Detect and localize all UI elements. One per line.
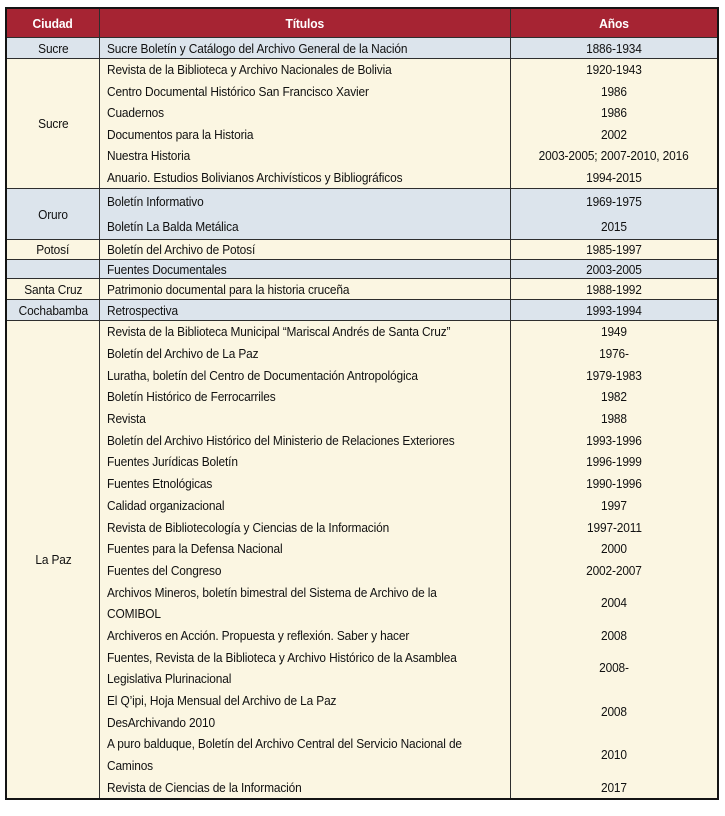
title-line: Boletín Informativo [107, 194, 204, 209]
publication-row [100, 124, 717, 146]
years-value: 1969-1975 [586, 194, 642, 209]
title-line: Archivos Mineros, boletín bimestral del Sistema de Archivo de la [107, 584, 437, 600]
title-line: Revista de la Biblioteca Municipal “Mariscal Andrés de Santa Cruz” [107, 324, 451, 340]
publication-row [100, 260, 717, 278]
years-value: 1986 [601, 83, 627, 99]
publication-row [100, 690, 717, 733]
title-cell [100, 102, 510, 124]
years-cell [510, 102, 717, 124]
publication-row [100, 279, 717, 299]
title-cell [100, 473, 510, 495]
title-line: Calidad organizacional [107, 497, 225, 513]
years-cell [510, 538, 717, 560]
table-body [7, 37, 717, 798]
publication-row [100, 625, 717, 647]
title-cell [100, 343, 510, 365]
title-cell [100, 516, 510, 538]
publication-row [100, 321, 717, 343]
title-line: Centro Documental Histórico San Francisco Xavier [107, 83, 369, 99]
title-cell [100, 386, 510, 408]
years-value: 1994-2015 [586, 169, 642, 185]
title-line: Caminos [107, 758, 153, 774]
title-line: Archiveros en Acción. Propuesta y reflexión. Saber y hacer [107, 627, 410, 643]
title-cell [100, 279, 510, 299]
title-line: Boletín La Balda Metálica [107, 219, 239, 234]
entries-column [100, 38, 717, 58]
publication-row [100, 59, 717, 81]
publication-row [100, 429, 717, 451]
years-value: 1986 [601, 105, 627, 121]
years-value: 2010 [601, 747, 627, 763]
years-cell [510, 124, 717, 146]
title-cell [100, 145, 510, 167]
city-cell [7, 279, 100, 299]
years-value: 1976- [599, 346, 629, 362]
title-line: Sucre Boletín y Catálogo del Archivo General de la Nación [107, 40, 408, 56]
title-cell [100, 364, 510, 386]
title-cell [100, 646, 510, 689]
column-header-ciudad-label: Ciudad [32, 15, 74, 31]
years-cell [510, 81, 717, 103]
column-header-titulos [100, 9, 510, 37]
city-cell [7, 240, 100, 259]
years-value: 1997-2011 [586, 519, 642, 535]
publication-row [100, 167, 717, 189]
title-line: El Q’ipi, Hoja Mensual del Archivo de La Paz [107, 693, 337, 708]
title-cell [100, 59, 510, 81]
city-cell [7, 300, 100, 320]
years-value: 2008 [601, 703, 627, 719]
years-value: 2017 [601, 779, 627, 795]
title-cell [100, 189, 510, 214]
city-label: Sucre [37, 40, 69, 56]
table-row-group-sucre-0 [7, 37, 717, 58]
publication-row [100, 300, 717, 320]
title-line: DesArchivando 2010 [107, 714, 215, 730]
publications-table [5, 7, 719, 800]
years-cell [510, 516, 717, 538]
years-cell [510, 625, 717, 647]
table-row-group-blank-4 [7, 259, 717, 278]
title-cell [100, 214, 510, 239]
table-row-group-la-paz-7 [7, 320, 717, 798]
title-line: Revista de Ciencias de la Información [107, 779, 302, 795]
column-header-anios [510, 9, 717, 37]
publication-row [100, 560, 717, 582]
publication-row [100, 364, 717, 386]
title-cell [100, 625, 510, 647]
title-line: Boletín del Archivo de Potosí [107, 242, 256, 257]
table-row-group-cochabamba-6 [7, 299, 717, 320]
publication-row [100, 776, 717, 798]
years-value: 2004 [601, 595, 627, 611]
years-cell [510, 300, 717, 320]
years-value: 2003-2005 [586, 261, 642, 277]
city-label: Oruro [38, 206, 68, 222]
years-cell [510, 408, 717, 430]
column-header-anios-label: Años [599, 15, 629, 31]
publication-row [100, 646, 717, 689]
title-cell [100, 321, 510, 343]
title-line: Nuestra Historia [107, 148, 191, 164]
table-row-group-potosí-3 [7, 239, 717, 259]
title-line: Fuentes del Congreso [107, 562, 222, 578]
entries-column [100, 189, 717, 239]
city-label: Potosí [36, 242, 70, 257]
years-cell [510, 279, 717, 299]
years-cell [510, 733, 717, 776]
publication-row [100, 343, 717, 365]
years-cell [510, 343, 717, 365]
years-cell [510, 167, 717, 189]
years-value: 2002 [601, 126, 627, 142]
years-value: 2000 [601, 541, 627, 557]
years-cell [510, 364, 717, 386]
years-value: 1996-1999 [586, 454, 642, 470]
title-line: Revista de Bibliotecología y Ciencias de la Información [107, 519, 390, 535]
publication-row [100, 538, 717, 560]
table-row-group-oruro-2 [7, 188, 717, 239]
city-cell [7, 321, 100, 798]
title-line: Legislativa Plurinacional [107, 671, 232, 687]
title-line: Fuentes, Revista de la Biblioteca y Archivo Histórico de la Asamblea [107, 649, 457, 665]
years-cell [510, 321, 717, 343]
title-line: Revista de la Biblioteca y Archivo Nacionales de Bolivia [107, 62, 392, 78]
publication-row [100, 473, 717, 495]
years-value: 1990-1996 [586, 476, 642, 492]
years-value: 2002-2007 [586, 562, 642, 578]
years-cell [510, 429, 717, 451]
title-cell [100, 776, 510, 798]
city-cell [7, 59, 100, 188]
title-line: Cuadernos [107, 105, 164, 121]
years-cell [510, 38, 717, 58]
entries-column [100, 260, 717, 278]
years-value: 1988 [601, 411, 627, 427]
entries-column [100, 279, 717, 299]
publication-row [100, 240, 717, 259]
publication-row [100, 408, 717, 430]
years-cell [510, 214, 717, 239]
years-value: 1982 [601, 389, 627, 405]
years-value: 1993-1994 [586, 302, 642, 318]
publication-row [100, 145, 717, 167]
title-line: Luratha, boletín del Centro de Documentación Antropológica [107, 367, 418, 383]
years-value: 2003-2005; 2007-2010, 2016 [539, 148, 689, 164]
years-cell [510, 260, 717, 278]
city-label: Cochabamba [18, 302, 88, 318]
years-cell [510, 189, 717, 214]
years-value: 1985-1997 [586, 242, 642, 257]
publication-row [100, 733, 717, 776]
years-value: 1988-1992 [586, 281, 642, 297]
title-cell [100, 38, 510, 58]
table-header-row [7, 9, 717, 37]
title-line: Fuentes Documentales [107, 261, 227, 277]
publication-row [100, 451, 717, 473]
publication-row [100, 102, 717, 124]
years-cell [510, 451, 717, 473]
title-cell [100, 124, 510, 146]
years-cell [510, 690, 717, 733]
title-cell [100, 581, 510, 624]
years-value: 1886-1934 [586, 40, 642, 56]
years-cell [510, 240, 717, 259]
years-value: 1997 [601, 497, 627, 513]
entries-column [100, 321, 717, 798]
title-cell [100, 429, 510, 451]
publication-row [100, 214, 717, 239]
publication-row [100, 516, 717, 538]
years-cell [510, 646, 717, 689]
title-cell [100, 690, 510, 733]
city-cell [7, 38, 100, 58]
years-value: 1993-1996 [586, 432, 642, 448]
title-line: Revista [107, 411, 146, 427]
city-label: Sucre [37, 116, 69, 131]
publication-row [100, 38, 717, 58]
years-cell [510, 776, 717, 798]
title-cell [100, 451, 510, 473]
title-cell [100, 240, 510, 259]
title-line: Retrospectiva [107, 302, 178, 318]
title-line: Fuentes para la Defensa Nacional [107, 541, 283, 557]
years-cell [510, 473, 717, 495]
years-value: 2015 [601, 219, 627, 234]
title-cell [100, 260, 510, 278]
years-cell [510, 145, 717, 167]
column-header-ciudad [7, 9, 100, 37]
column-header-titulos-label: Títulos [285, 15, 325, 31]
years-value: 1920-1943 [586, 62, 642, 78]
title-line: Boletín del Archivo Histórico del Ministerio de Relaciones Exteriores [107, 432, 455, 448]
city-cell [7, 260, 100, 278]
years-cell [510, 59, 717, 81]
title-cell [100, 495, 510, 517]
title-cell [100, 300, 510, 320]
title-cell [100, 408, 510, 430]
years-value: 1979-1983 [586, 367, 642, 383]
title-line: Anuario. Estudios Bolivianos Archivísticos y Bibliográficos [107, 169, 403, 185]
years-cell [510, 581, 717, 624]
years-value: 2008- [599, 660, 629, 676]
publication-row [100, 386, 717, 408]
title-line: A puro balduque, Boletín del Archivo Central del Servicio Nacional de [107, 736, 462, 752]
publication-row [100, 581, 717, 624]
city-cell [7, 189, 100, 239]
entries-column [100, 300, 717, 320]
title-line: COMIBOL [107, 606, 161, 622]
title-line: Boletín del Archivo de La Paz [107, 346, 259, 362]
title-cell [100, 733, 510, 776]
years-cell [510, 386, 717, 408]
publication-row [100, 495, 717, 517]
title-line: Fuentes Etnológicas [107, 476, 213, 492]
years-value: 1949 [601, 324, 627, 340]
title-line: Documentos para la Historia [107, 126, 254, 142]
title-line: Boletín Histórico de Ferrocarriles [107, 389, 276, 405]
city-label: La Paz [34, 552, 72, 567]
years-cell [510, 495, 717, 517]
years-value: 2008 [601, 627, 627, 643]
city-label: Santa Cruz [23, 281, 83, 297]
title-cell [100, 81, 510, 103]
title-cell [100, 167, 510, 189]
title-cell [100, 560, 510, 582]
title-line: Fuentes Jurídicas Boletín [107, 454, 238, 470]
title-line: Patrimonio documental para la historia cruceña [107, 281, 350, 297]
entries-column [100, 59, 717, 188]
title-cell [100, 538, 510, 560]
table-row-group-sucre-1 [7, 58, 717, 188]
publication-row [100, 189, 717, 214]
entries-column [100, 240, 717, 259]
years-cell [510, 560, 717, 582]
table-row-group-santa-cruz-5 [7, 278, 717, 299]
publication-row [100, 81, 717, 103]
